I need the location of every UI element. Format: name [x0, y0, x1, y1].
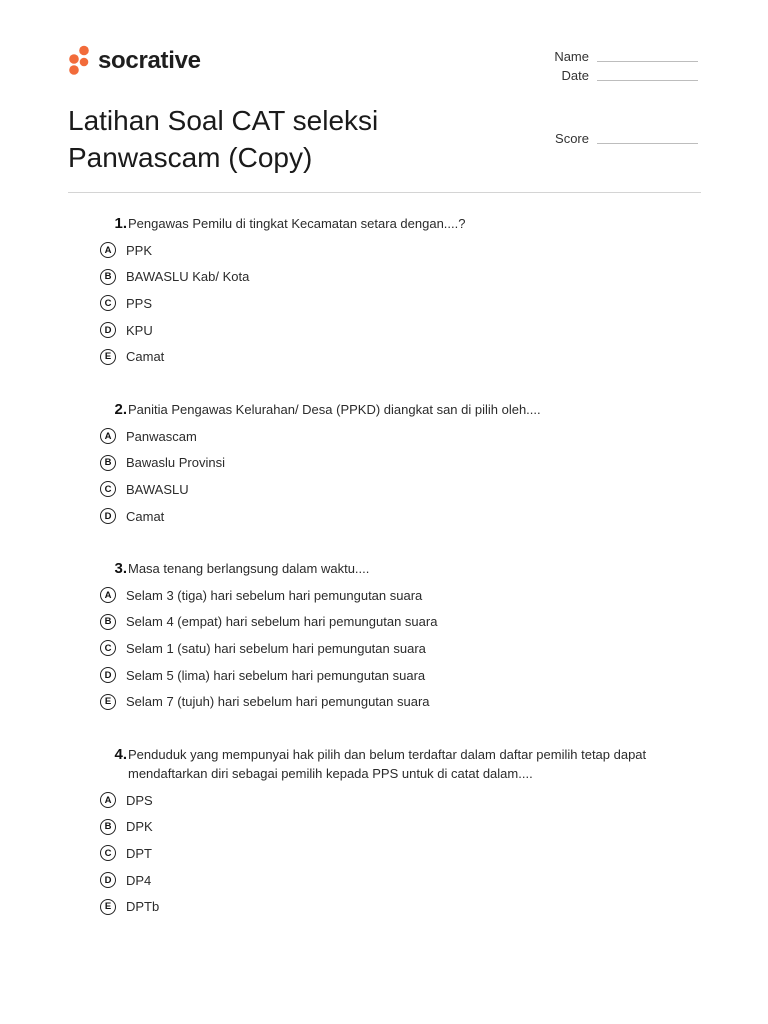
option-e[interactable] — [100, 893, 700, 920]
option-d[interactable] — [100, 867, 700, 894]
question-4 — [100, 745, 700, 920]
option-e[interactable] — [100, 688, 700, 715]
option-letter-circle: D — [100, 872, 116, 888]
option-text: BAWASLU — [126, 481, 189, 497]
date-blank-line — [597, 80, 698, 81]
option-letter-circle: E — [100, 899, 116, 915]
option-a[interactable] — [100, 237, 700, 264]
option-text: PPS — [126, 295, 153, 311]
question-header — [100, 214, 700, 233]
option-text: Selam 4 (empat) hari sebelum hari pemungutan suara — [126, 614, 438, 630]
option-text: DPK — [126, 819, 153, 835]
question-text: Panitia Pengawas Kelurahan/ Desa (PPKD) diangkat san di pilih oleh.... — [128, 402, 541, 417]
option-letter-circle: E — [100, 349, 116, 365]
name-blank-line — [597, 61, 698, 62]
question-number: 4. — [114, 746, 127, 763]
question-text: Pengawas Pemilu di tingkat Kecamatan setara dengan....? — [128, 216, 466, 231]
option-c[interactable] — [100, 840, 700, 867]
option-letter-circle: A — [100, 792, 116, 808]
question-header — [100, 745, 700, 783]
option-text: DP4 — [126, 872, 152, 888]
option-c[interactable] — [100, 635, 700, 662]
option-e[interactable] — [100, 343, 700, 370]
option-letter-circle: B — [100, 819, 116, 835]
question-header — [100, 559, 700, 578]
name-label: Name — [554, 49, 589, 64]
option-letter-circle: A — [100, 587, 116, 603]
option-list — [100, 787, 700, 920]
option-letter-circle: C — [100, 295, 116, 311]
option-b[interactable] — [100, 609, 700, 636]
option-a[interactable] — [100, 423, 700, 450]
option-letter-circle: D — [100, 322, 116, 338]
socrative-logo — [68, 45, 201, 77]
header-divider — [68, 192, 701, 193]
option-text: Selam 7 (tujuh) hari sebelum hari pemungutan suara — [126, 694, 430, 710]
option-text: Camat — [126, 349, 165, 365]
option-d[interactable] — [100, 503, 700, 530]
option-b[interactable] — [100, 450, 700, 477]
option-text: KPU — [126, 322, 153, 338]
question-text: Masa tenang berlangsung dalam waktu.... — [128, 561, 370, 576]
option-text: Bawaslu Provinsi — [126, 455, 225, 471]
option-letter-circle: B — [100, 614, 116, 630]
option-c[interactable] — [100, 476, 700, 503]
option-text: Camat — [126, 508, 165, 524]
question-header — [100, 400, 700, 419]
name-field — [549, 49, 698, 65]
option-text: BAWASLU Kab/ Kota — [126, 269, 250, 285]
option-b[interactable] — [100, 264, 700, 291]
option-letter-circle: D — [100, 508, 116, 524]
logo-wordmark: socrative — [98, 47, 201, 74]
question-number: 1. — [114, 215, 127, 232]
question-1 — [100, 214, 700, 370]
option-letter-circle: C — [100, 640, 116, 656]
question-text: Penduduk yang mempunyai hak pilih dan belum terdaftar dalam daftar pemilih tetap dapat mendaftarkan diri sebagai pemilih kepada PPS untuk di catat dalam.... — [128, 747, 647, 781]
option-a[interactable] — [100, 582, 700, 609]
question-2 — [100, 400, 700, 529]
option-letter-circle: A — [100, 242, 116, 258]
option-text: Selam 1 (satu) hari sebelum hari pemungutan suara — [126, 640, 426, 656]
option-text: Selam 5 (lima) hari sebelum hari pemungutan suara — [126, 667, 426, 683]
option-letter-circle: B — [100, 269, 116, 285]
option-b[interactable] — [100, 814, 700, 841]
option-letter-circle: C — [100, 845, 116, 861]
question-number: 2. — [114, 401, 127, 418]
option-letter-circle: A — [100, 428, 116, 444]
score-label: Score — [555, 131, 589, 146]
option-letter-circle: B — [100, 455, 116, 471]
score-blank-line — [597, 143, 698, 144]
option-list — [100, 237, 700, 370]
socrative-logo-icon — [68, 45, 92, 77]
score-field — [549, 131, 698, 147]
option-letter-circle: C — [100, 481, 116, 497]
page-title: Latihan Soal CAT seleksi Panwascam (Copy) — [68, 105, 379, 173]
option-d[interactable] — [100, 317, 700, 344]
option-text: Selam 3 (tiga) hari sebelum hari pemungutan suara — [126, 587, 423, 603]
option-c[interactable] — [100, 290, 700, 317]
option-text: PPK — [126, 242, 153, 258]
date-field — [549, 68, 698, 84]
question-number: 3. — [114, 560, 127, 577]
option-text: DPT — [126, 845, 152, 861]
option-text: DPS — [126, 792, 153, 808]
option-letter-circle: E — [100, 694, 116, 710]
option-list — [100, 582, 700, 715]
option-text: Panwascam — [126, 428, 197, 444]
option-list — [100, 423, 700, 529]
option-a[interactable] — [100, 787, 700, 814]
date-label: Date — [561, 68, 589, 83]
option-letter-circle: D — [100, 667, 116, 683]
option-d[interactable] — [100, 662, 700, 689]
option-text: DPTb — [126, 899, 160, 915]
question-3 — [100, 559, 700, 715]
